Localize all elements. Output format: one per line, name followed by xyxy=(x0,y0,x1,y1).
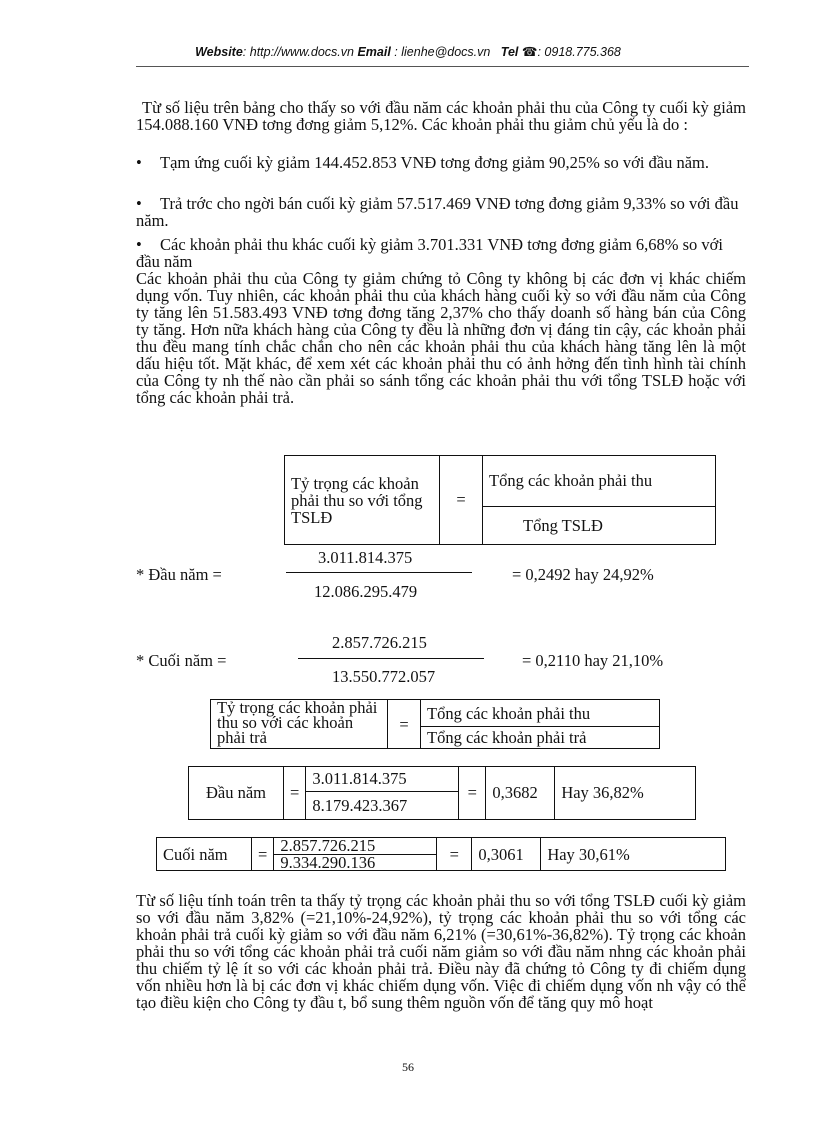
phone-icon: ☎ xyxy=(521,45,538,59)
formula-box-phai-tra xyxy=(210,699,660,749)
equals-sign: = xyxy=(284,767,306,820)
row-label: Đầu năm xyxy=(189,767,284,820)
calc-numerator: 2.857.726.215 xyxy=(332,633,427,652)
calc-numerator: 3.011.814.375 xyxy=(306,767,459,792)
fraction-bar xyxy=(286,572,472,573)
formula-numerator: Tổng các khoản phải thu xyxy=(421,700,660,727)
row-label: Cuối năm xyxy=(157,838,252,871)
calc-denominator: 12.086.295.479 xyxy=(314,582,418,601)
calc-table-dau-nam xyxy=(188,766,696,820)
calc-value: 0,3061 xyxy=(472,838,541,871)
formula-denominator: Tổng các khoản phải trả xyxy=(421,727,660,749)
equals-sign: = xyxy=(459,767,486,820)
formula-left: Tỷ trọng các khoản phải thu so với tổng TSLĐ xyxy=(285,456,440,545)
formula-box-tslđ xyxy=(284,455,716,545)
page-number: 56 xyxy=(402,1060,414,1074)
header-divider xyxy=(136,66,749,67)
analysis-paragraph: Các khoản phải thu của Công ty giảm chứng tỏ Công ty không bị các đơn vị khác chiếm dụng vốn. Tuy nhiên, các khoản phải thu của khách hàng cuối kỳ so với đầu năm của Công ty tăng lên 51.583.493 VNĐ tơng đơng tăng 2,37% cho thấy doanh số hàng bán của Công ty tăng. Hơn nữa khách hàng của Công ty đều là những đơn vị đáng tin cậy, các khoản phải thu đều mang tính chắc chắn cho nên các khoản phải thu của khách hàng tăng lên là một dấu hiệu tốt. Mặt khác, để xem xét các khoản phải thu có ảnh hởng đến tình hình tài chính của Công ty nh thế nào cần phải so sánh tổng các khoản phải thu với tổng TSLĐ hoặc với tổng các khoản phải trả. xyxy=(136,269,746,407)
calc-percent: Hay 36,82% xyxy=(555,767,696,820)
calc-table-cuoi-nam xyxy=(156,837,726,871)
calc-label-dau-nam: * Đầu năm = xyxy=(136,565,222,584)
page-header xyxy=(0,44,816,59)
intro-paragraph: Từ số liệu trên bảng cho thấy so với đầu năm các khoản phải thu của Công ty cuối kỳ giảm 154.088.160 VNĐ tơng đơng giảm 5,12%. Các khoản phải thu giảm chủ yếu là do : xyxy=(136,98,746,134)
formula-equals: = xyxy=(440,456,483,545)
equals-sign: = xyxy=(437,838,472,871)
calc-numerator: 3.011.814.375 xyxy=(318,548,413,567)
email-value: : lienhe@docs.vn xyxy=(390,45,491,59)
calc-value: 0,3682 xyxy=(486,767,555,820)
fraction-bar xyxy=(298,658,484,659)
calc-label-cuoi-nam: * Cuối năm = xyxy=(136,651,227,670)
calc-denominator: 13.550.772.057 xyxy=(332,667,436,686)
formula-left: Tỷ trọng các khoản phải thu so với các khoản phải trả xyxy=(211,700,388,749)
equals-sign: = xyxy=(252,838,274,871)
calc-result: = 0,2492 hay 24,92% xyxy=(512,565,654,584)
calc-result: = 0,2110 hay 21,10% xyxy=(522,651,664,670)
tel-label: Tel xyxy=(500,45,519,59)
formula-equals: = xyxy=(388,700,421,749)
bullet-item: • Các khoản phải thu khác cuối kỳ giảm 3.701.331 VNĐ tơng đơng giảm 6,68% so với đầu năm xyxy=(136,235,723,271)
calc-denominator: 8.179.423.367 xyxy=(306,792,459,820)
bullet-icon: • xyxy=(136,194,142,213)
calc-numerator: 2.857.726.215 xyxy=(274,838,437,855)
formula-denominator: Tổng TSLĐ xyxy=(483,507,716,545)
bullet-item: • Tạm ứng cuối kỳ giảm 144.452.853 VNĐ tơng đơng giảm 90,25% so với đầu năm. xyxy=(136,153,710,172)
formula-numerator: Tổng các khoản phải thu xyxy=(483,456,716,507)
bullet-icon: • xyxy=(136,153,142,172)
bullet-icon: • xyxy=(136,235,142,254)
tel-value: : 0918.775.368 xyxy=(537,45,621,59)
email-label: Email xyxy=(357,45,391,59)
calc-percent: Hay 30,61% xyxy=(541,838,726,871)
website-value: : http://www.docs.vn xyxy=(242,45,354,59)
calc-denominator: 9.334.290.136 xyxy=(274,854,437,871)
conclusion-paragraph: Từ số liệu tính toán trên ta thấy tỷ trọng các khoản phải thu so với tổng TSLĐ cuối kỳ giảm so với đầu năm 3,82% (=21,10%-24,92%), tỷ trọng các khoản phải thu so với tổng các khoản phải trả cuối kỳ giảm so với đầu năm 6,21% (=30,61%-36,82%). Tỷ trọng các khoản phải thu so với tổng các khoản phải trả cuối năm giảm so với đầu năm nhng các khoản phải thu chiếm tỷ lệ ít so với các khoản phải trả. Điều này đã chứng tỏ Công ty đi chiếm dụng vốn nhiều hơn là bị các đơn vị khác chiếm dụng vốn. Việc đi chiếm dụng vốn nh vậy có thể tạo điều kiện cho Công ty đầu t, bổ sung thêm nguồn vốn để tăng quy mô hoạt xyxy=(136,891,746,1012)
website-label: Website xyxy=(195,45,243,59)
bullet-item: • Trả trớc cho ngời bán cuối kỳ giảm 57.517.469 VNĐ tơng đơng giảm 9,33% so với đầu năm. xyxy=(136,194,739,230)
